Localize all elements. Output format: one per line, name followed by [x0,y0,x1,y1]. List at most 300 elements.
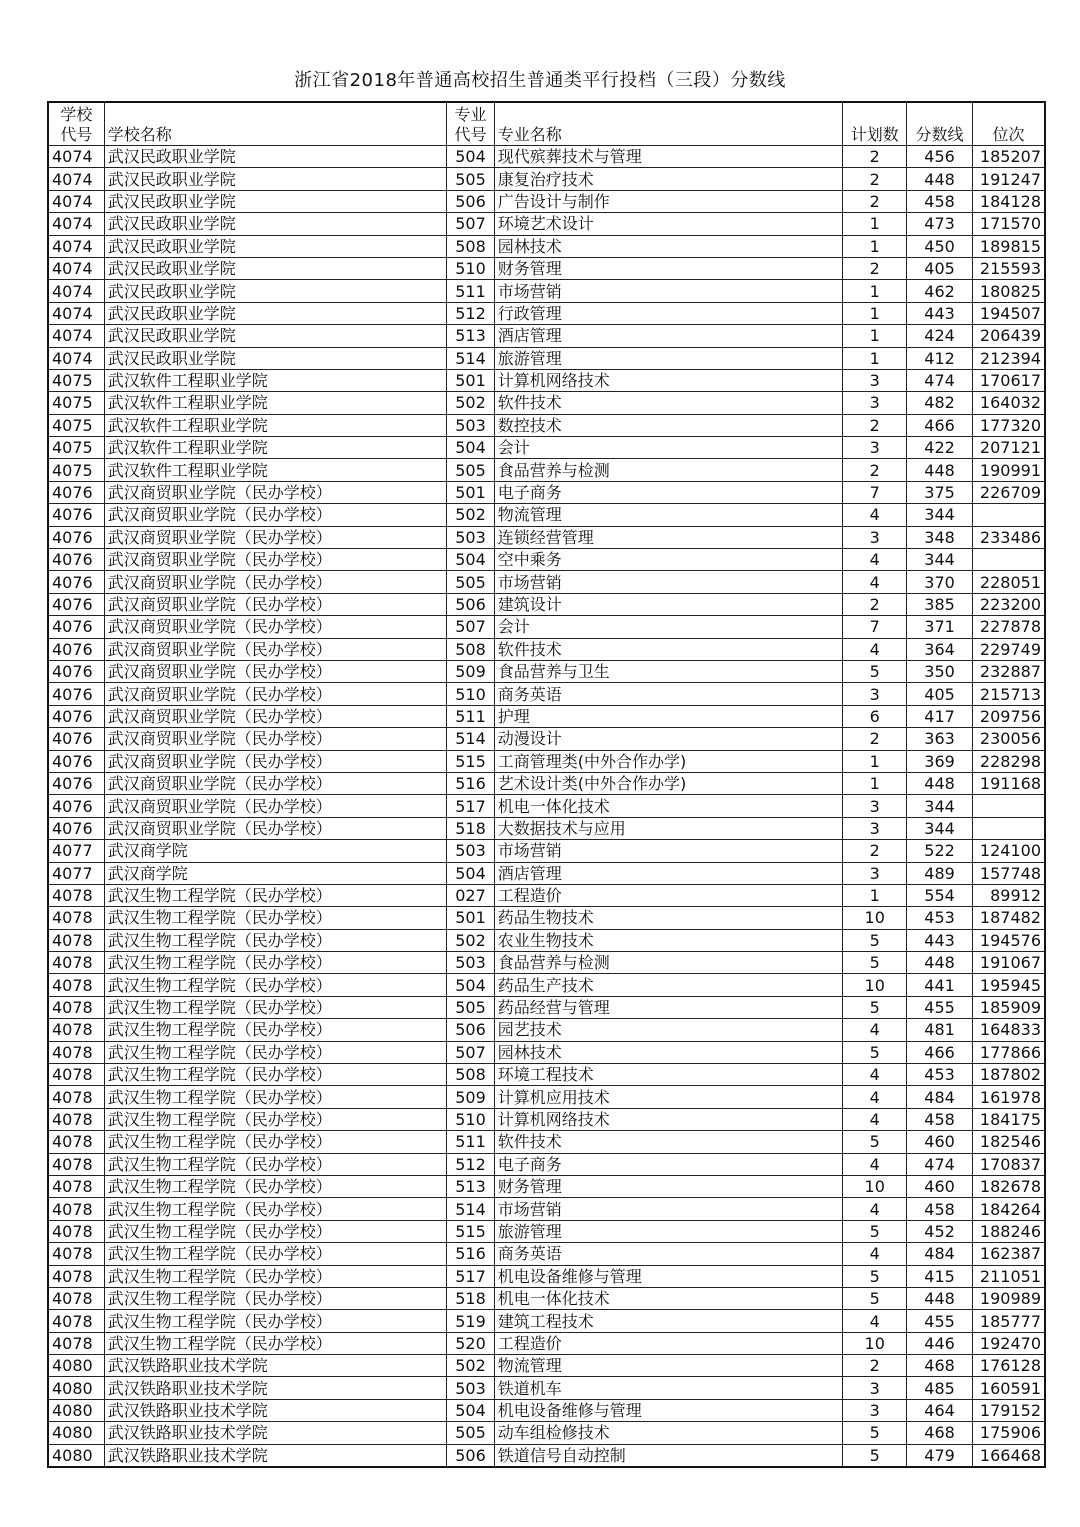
school-name-cell: 武汉铁路职业技术学院 [104,1444,446,1467]
major-code-cell: 503 [447,1377,495,1399]
table-body [48,146,1045,1468]
major-name-cell: 物流管理 [494,1355,843,1377]
major-name-cell: 财务管理 [494,257,843,279]
major-name-cell: 商务英语 [494,1243,843,1265]
major-name-cell: 电子商务 [494,481,843,503]
school-code-cell: 4074 [48,235,104,257]
school-name-cell: 武汉民政职业学院 [104,257,446,279]
major-code-cell: 504 [447,146,495,168]
score-cell: 448 [907,459,973,481]
rank-cell: 185777 [972,1310,1045,1332]
table-row [48,616,1045,638]
plan-cell: 2 [843,190,907,212]
school-code-cell: 4078 [48,1019,104,1041]
table-row [48,190,1045,212]
plan-cell: 4 [843,638,907,660]
school-name-cell: 武汉商贸职业学院（民办学校） [104,593,446,615]
score-cell: 370 [907,571,973,593]
plan-cell: 3 [843,1377,907,1399]
major-name-cell: 酒店管理 [494,862,843,884]
table-row [48,347,1045,369]
table-row [48,705,1045,727]
school-name-cell: 武汉铁路职业技术学院 [104,1422,446,1444]
school-name-cell: 武汉商贸职业学院（民办学校） [104,660,446,682]
plan-cell: 2 [843,168,907,190]
plan-cell: 2 [843,728,907,750]
major-name-cell: 工程造价 [494,884,843,906]
table-row [48,146,1045,168]
table-row [48,683,1045,705]
school-code-cell: 4076 [48,728,104,750]
rank-cell: 124100 [972,840,1045,862]
school-name-cell: 武汉生物工程学院（民办学校） [104,907,446,929]
table-row [48,1399,1045,1421]
major-name-cell: 会计 [494,616,843,638]
score-cell: 385 [907,593,973,615]
score-cell: 348 [907,526,973,548]
score-cell: 371 [907,616,973,638]
table-row [48,1332,1045,1354]
major-name-cell: 市场营销 [494,280,843,302]
plan-cell: 3 [843,369,907,391]
plan-cell: 3 [843,862,907,884]
score-cell: 468 [907,1422,973,1444]
major-code-cell: 504 [447,862,495,884]
rank-cell: 233486 [972,526,1045,548]
school-code-cell: 4080 [48,1377,104,1399]
major-name-cell: 机电一体化技术 [494,795,843,817]
score-cell: 452 [907,1220,973,1242]
table-row [48,884,1045,906]
school-name-cell: 武汉生物工程学院（民办学校） [104,1041,446,1063]
school-code-cell: 4075 [48,392,104,414]
major-code-cell: 505 [447,571,495,593]
rank-cell: 215593 [972,257,1045,279]
rank-cell: 157748 [972,862,1045,884]
score-cell: 464 [907,1399,973,1421]
score-cell: 554 [907,884,973,906]
table-row [48,1153,1045,1175]
rank-cell: 194507 [972,302,1045,324]
plan-cell: 5 [843,929,907,951]
plan-cell: 1 [843,213,907,235]
score-cell: 422 [907,437,973,459]
major-name-cell: 工程造价 [494,1332,843,1354]
major-name-cell: 药品生物技术 [494,907,843,929]
school-name-cell: 武汉商贸职业学院（民办学校） [104,795,446,817]
header-school-code-line1: 学校 [60,105,93,124]
rank-cell: 227878 [972,616,1045,638]
major-code-cell: 507 [447,616,495,638]
school-name-cell: 武汉民政职业学院 [104,213,446,235]
school-code-cell: 4078 [48,1198,104,1220]
school-code-cell: 4076 [48,660,104,682]
school-code-cell: 4078 [48,929,104,951]
rank-cell: 184175 [972,1108,1045,1130]
table-row [48,1377,1045,1399]
score-cell: 479 [907,1444,973,1467]
school-code-cell: 4074 [48,347,104,369]
rank-cell: 162387 [972,1243,1045,1265]
major-code-cell: 519 [447,1310,495,1332]
major-name-cell: 会计 [494,437,843,459]
major-name-cell: 食品营养与检测 [494,952,843,974]
rank-cell: 161978 [972,1086,1045,1108]
school-name-cell: 武汉民政职业学院 [104,190,446,212]
school-code-cell: 4074 [48,257,104,279]
plan-cell: 4 [843,549,907,571]
rank-cell: 223200 [972,593,1045,615]
plan-cell: 3 [843,817,907,839]
plan-cell: 3 [843,1399,907,1421]
school-name-cell: 武汉民政职业学院 [104,347,446,369]
major-code-cell: 507 [447,213,495,235]
major-code-cell: 515 [447,1220,495,1242]
rank-cell: 190991 [972,459,1045,481]
major-code-cell: 516 [447,1243,495,1265]
rank-cell: 185207 [972,146,1045,168]
major-name-cell: 软件技术 [494,638,843,660]
school-name-cell: 武汉商贸职业学院（民办学校） [104,728,446,750]
school-name-cell: 武汉软件工程职业学院 [104,459,446,481]
table-row [48,213,1045,235]
table-row [48,257,1045,279]
header-major-code-line1: 专业 [454,105,487,124]
major-code-cell: 511 [447,705,495,727]
school-name-cell: 武汉民政职业学院 [104,325,446,347]
rank-cell: 191247 [972,168,1045,190]
rank-cell: 207121 [972,437,1045,459]
table-header [48,102,1045,146]
school-code-cell: 4078 [48,1086,104,1108]
plan-cell: 2 [843,146,907,168]
table-row [48,974,1045,996]
major-code-cell: 027 [447,884,495,906]
school-name-cell: 武汉民政职业学院 [104,302,446,324]
score-cell: 468 [907,1355,973,1377]
plan-cell: 10 [843,974,907,996]
major-name-cell: 环境工程技术 [494,1064,843,1086]
rank-cell: 229749 [972,638,1045,660]
plan-cell: 2 [843,840,907,862]
table-row [48,526,1045,548]
major-code-cell: 506 [447,190,495,212]
school-name-cell: 武汉生物工程学院（民办学校） [104,974,446,996]
major-name-cell: 市场营销 [494,1198,843,1220]
plan-cell: 4 [843,1153,907,1175]
score-cell: 344 [907,795,973,817]
major-code-cell: 520 [447,1332,495,1354]
plan-cell: 10 [843,1175,907,1197]
school-name-cell: 武汉生物工程学院（民办学校） [104,1019,446,1041]
table-row [48,862,1045,884]
plan-cell: 4 [843,1019,907,1041]
rank-cell: 177320 [972,414,1045,436]
score-cell: 448 [907,168,973,190]
plan-cell: 3 [843,437,907,459]
rank-cell: 192470 [972,1332,1045,1354]
major-code-cell: 503 [447,840,495,862]
plan-cell: 4 [843,1086,907,1108]
major-code-cell: 502 [447,1355,495,1377]
header-school-code-line2: 代号 [60,125,93,144]
rank-cell: 230056 [972,728,1045,750]
score-cell: 443 [907,929,973,951]
major-code-cell: 508 [447,638,495,660]
table-row [48,504,1045,526]
major-code-cell: 503 [447,526,495,548]
plan-cell: 10 [843,907,907,929]
score-cell: 473 [907,213,973,235]
major-code-cell: 511 [447,1131,495,1153]
plan-cell: 3 [843,392,907,414]
school-code-cell: 4076 [48,549,104,571]
table-row [48,549,1045,571]
major-code-cell: 501 [447,907,495,929]
school-code-cell: 4076 [48,750,104,772]
major-name-cell: 护理 [494,705,843,727]
major-name-cell: 环境艺术设计 [494,213,843,235]
major-name-cell: 铁道机车 [494,1377,843,1399]
school-name-cell: 武汉生物工程学院（民办学校） [104,929,446,951]
school-code-cell: 4078 [48,1265,104,1287]
score-cell: 484 [907,1086,973,1108]
major-name-cell: 连锁经营管理 [494,526,843,548]
school-name-cell: 武汉生物工程学院（民办学校） [104,1265,446,1287]
score-cell: 489 [907,862,973,884]
school-code-cell: 4074 [48,325,104,347]
rank-cell: 160591 [972,1377,1045,1399]
rank-cell: 228051 [972,571,1045,593]
major-name-cell: 机电一体化技术 [494,1287,843,1309]
school-code-cell: 4074 [48,146,104,168]
major-code-cell: 505 [447,459,495,481]
table-row [48,840,1045,862]
school-name-cell: 武汉民政职业学院 [104,280,446,302]
plan-cell: 6 [843,705,907,727]
school-code-cell: 4078 [48,884,104,906]
score-cell: 458 [907,190,973,212]
major-code-cell: 511 [447,280,495,302]
major-name-cell: 广告设计与制作 [494,190,843,212]
school-code-cell: 4075 [48,437,104,459]
table-row [48,1108,1045,1130]
major-name-cell: 软件技术 [494,392,843,414]
score-cell: 466 [907,414,973,436]
plan-cell: 2 [843,1355,907,1377]
plan-cell: 5 [843,660,907,682]
plan-cell: 5 [843,1041,907,1063]
school-code-cell: 4080 [48,1355,104,1377]
table-row [48,1041,1045,1063]
rank-cell: 179152 [972,1399,1045,1421]
rank-cell [972,795,1045,817]
header-major-name: 专业名称 [494,102,843,146]
major-code-cell: 507 [447,1041,495,1063]
plan-cell: 1 [843,280,907,302]
major-name-cell: 数控技术 [494,414,843,436]
major-code-cell: 503 [447,952,495,974]
major-code-cell: 513 [447,325,495,347]
rank-cell: 194576 [972,929,1045,951]
plan-cell: 1 [843,235,907,257]
school-name-cell: 武汉商贸职业学院（民办学校） [104,638,446,660]
table-row [48,817,1045,839]
rank-cell: 228298 [972,750,1045,772]
school-name-cell: 武汉商贸职业学院（民办学校） [104,526,446,548]
major-name-cell: 机电设备维修与管理 [494,1265,843,1287]
score-cell: 350 [907,660,973,682]
table-row [48,750,1045,772]
school-name-cell: 武汉生物工程学院（民办学校） [104,1108,446,1130]
plan-cell: 3 [843,526,907,548]
plan-cell: 2 [843,414,907,436]
table-row [48,481,1045,503]
major-name-cell: 农业生物技术 [494,929,843,951]
rank-cell: 170837 [972,1153,1045,1175]
rank-cell: 176128 [972,1355,1045,1377]
school-code-cell: 4078 [48,1332,104,1354]
school-name-cell: 武汉生物工程学院（民办学校） [104,996,446,1018]
school-code-cell: 4078 [48,1153,104,1175]
score-cell: 344 [907,504,973,526]
major-code-cell: 506 [447,1019,495,1041]
score-cell: 424 [907,325,973,347]
major-name-cell: 计算机网络技术 [494,1108,843,1130]
score-cell: 441 [907,974,973,996]
plan-cell: 5 [843,996,907,1018]
school-name-cell: 武汉生物工程学院（民办学校） [104,1131,446,1153]
major-code-cell: 503 [447,414,495,436]
major-name-cell: 大数据技术与应用 [494,817,843,839]
major-name-cell: 市场营销 [494,571,843,593]
header-major-code [447,102,495,146]
school-code-cell: 4074 [48,280,104,302]
plan-cell: 4 [843,571,907,593]
major-name-cell: 旅游管理 [494,1220,843,1242]
score-cell: 450 [907,235,973,257]
score-cell: 344 [907,817,973,839]
plan-cell: 5 [843,1444,907,1467]
major-code-cell: 505 [447,168,495,190]
rank-cell: 89912 [972,884,1045,906]
score-cell: 455 [907,996,973,1018]
major-name-cell: 旅游管理 [494,347,843,369]
school-name-cell: 武汉软件工程职业学院 [104,369,446,391]
school-code-cell: 4078 [48,1131,104,1153]
school-name-cell: 武汉商学院 [104,862,446,884]
plan-cell: 3 [843,683,907,705]
score-cell: 448 [907,772,973,794]
table-row [48,1355,1045,1377]
school-code-cell: 4076 [48,616,104,638]
rank-cell: 170617 [972,369,1045,391]
school-name-cell: 武汉软件工程职业学院 [104,392,446,414]
table-row [48,235,1045,257]
plan-cell: 3 [843,795,907,817]
major-name-cell: 物流管理 [494,504,843,526]
major-code-cell: 505 [447,996,495,1018]
table-row [48,1310,1045,1332]
score-cell: 446 [907,1332,973,1354]
table-row [48,414,1045,436]
major-code-cell: 504 [447,1399,495,1421]
major-name-cell: 工商管理类(中外合作办学) [494,750,843,772]
score-cell: 522 [907,840,973,862]
plan-cell: 1 [843,302,907,324]
score-cell: 458 [907,1198,973,1220]
rank-cell: 212394 [972,347,1045,369]
table-row [48,1243,1045,1265]
plan-cell: 1 [843,347,907,369]
school-code-cell: 4078 [48,1310,104,1332]
plan-cell: 5 [843,1220,907,1242]
major-code-cell: 505 [447,1422,495,1444]
table-row [48,1131,1045,1153]
school-name-cell: 武汉民政职业学院 [104,235,446,257]
table-row [48,459,1045,481]
table-row [48,1220,1045,1242]
plan-cell: 4 [843,1064,907,1086]
plan-cell: 1 [843,772,907,794]
table-row [48,795,1045,817]
school-name-cell: 武汉商贸职业学院（民办学校） [104,750,446,772]
school-code-cell: 4076 [48,705,104,727]
rank-cell [972,549,1045,571]
table-row [48,1019,1045,1041]
score-cell: 484 [907,1243,973,1265]
major-code-cell: 517 [447,795,495,817]
header-school-code [48,102,104,146]
school-code-cell: 4076 [48,795,104,817]
plan-cell: 4 [843,1243,907,1265]
major-name-cell: 计算机应用技术 [494,1086,843,1108]
major-name-cell: 园林技术 [494,1041,843,1063]
major-name-cell: 动车组检修技术 [494,1422,843,1444]
major-code-cell: 504 [447,549,495,571]
score-cell: 456 [907,146,973,168]
plan-cell: 1 [843,750,907,772]
school-code-cell: 4078 [48,907,104,929]
major-name-cell: 现代殡葬技术与管理 [494,146,843,168]
header-plan: 计划数 [843,102,907,146]
score-cell: 462 [907,280,973,302]
score-table [47,101,1046,1468]
major-name-cell: 药品生产技术 [494,974,843,996]
school-name-cell: 武汉生物工程学院（民办学校） [104,1332,446,1354]
plan-cell: 5 [843,952,907,974]
rank-cell: 180825 [972,280,1045,302]
rank-cell: 191168 [972,772,1045,794]
school-code-cell: 4078 [48,996,104,1018]
major-name-cell: 机电设备维修与管理 [494,1399,843,1421]
table-row [48,1064,1045,1086]
major-code-cell: 512 [447,302,495,324]
score-cell: 482 [907,392,973,414]
major-code-cell: 506 [447,1444,495,1467]
school-code-cell: 4075 [48,414,104,436]
plan-cell: 4 [843,504,907,526]
rank-cell: 184128 [972,190,1045,212]
table-row [48,772,1045,794]
major-name-cell: 财务管理 [494,1175,843,1197]
rank-cell: 226709 [972,481,1045,503]
major-code-cell: 508 [447,1064,495,1086]
rank-cell: 185909 [972,996,1045,1018]
table-row [48,1175,1045,1197]
plan-cell: 4 [843,1108,907,1130]
school-code-cell: 4076 [48,772,104,794]
